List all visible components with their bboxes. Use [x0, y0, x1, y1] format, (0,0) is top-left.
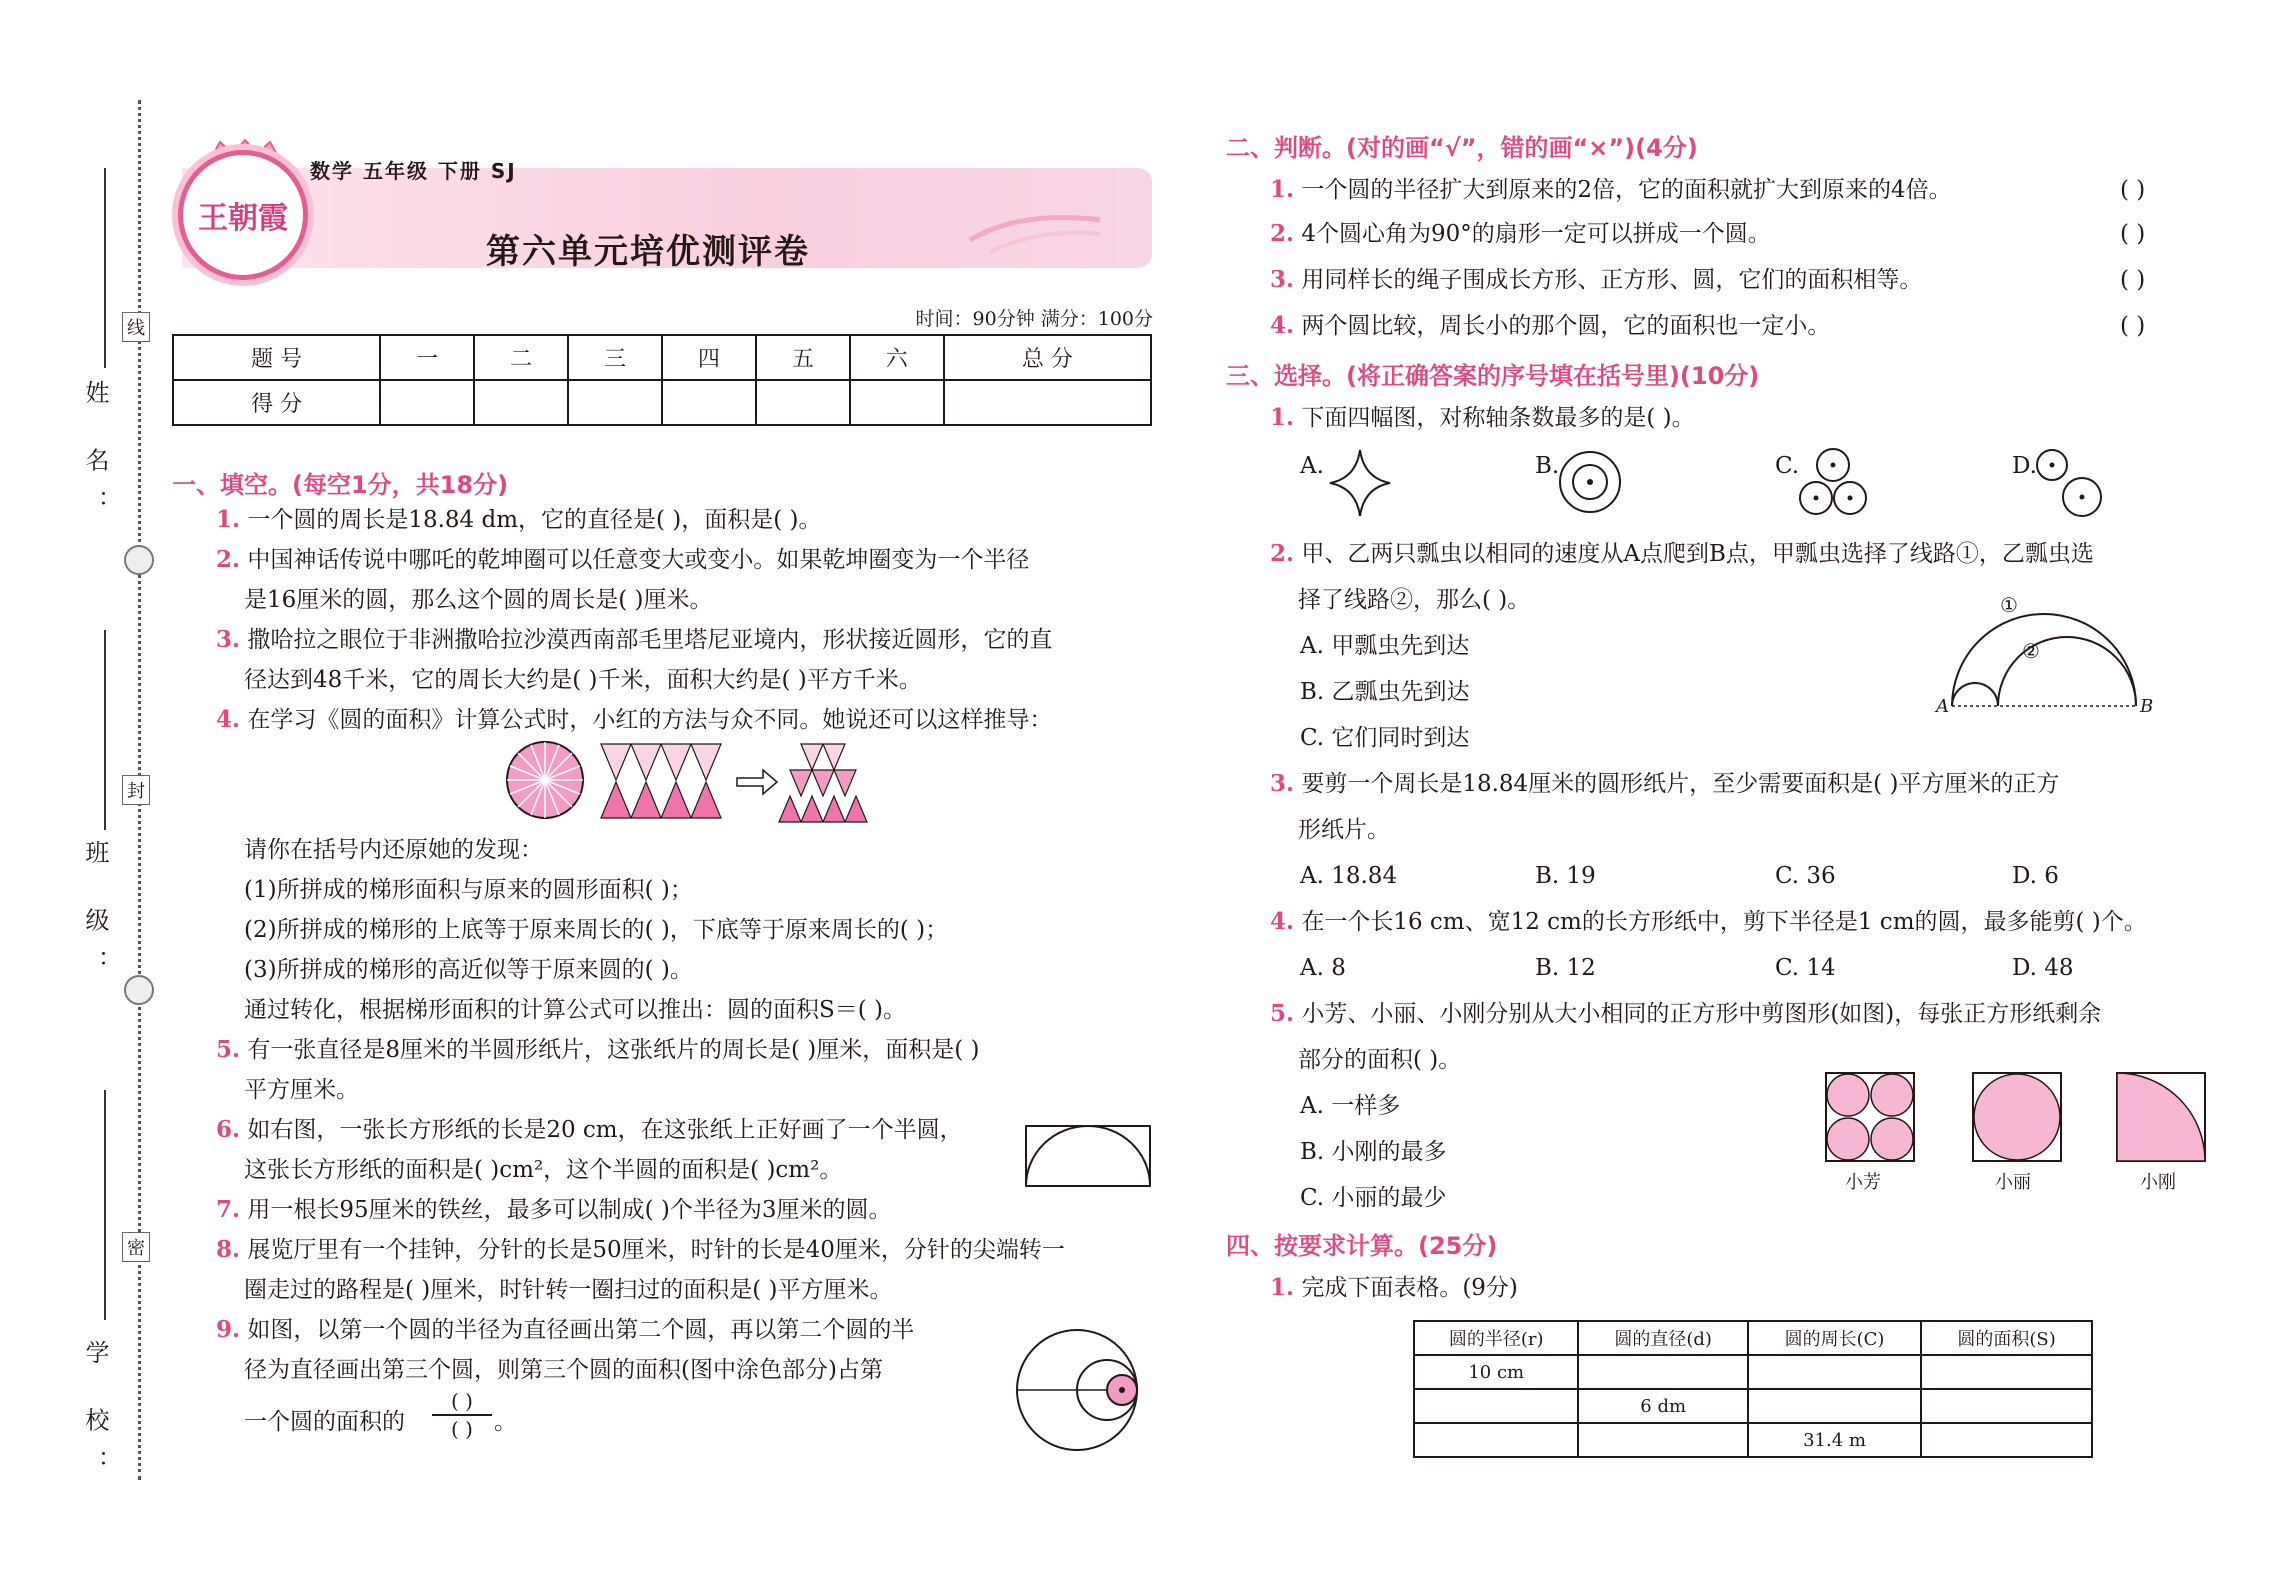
question-line [216, 706, 1052, 734]
subject-line: 数学 五年级 下册 SJ [310, 159, 517, 183]
question-text: 一个圆的面积的 [244, 1409, 405, 1435]
question-line [216, 506, 822, 534]
question-line [244, 1356, 883, 1384]
school-write-line [104, 1090, 106, 1320]
binding-hole [124, 975, 154, 1005]
question-line [1270, 176, 1952, 204]
answer-cell[interactable] [1578, 1423, 1747, 1457]
option-c[interactable]: C. 36 [1775, 863, 1836, 889]
question-text: (3)所拼成的梯形的高近似等于原来圆的( )。 [244, 957, 693, 983]
option-a[interactable]: A. 8 [1300, 955, 1346, 981]
question-line [1270, 1274, 1518, 1302]
question-line [216, 1316, 914, 1344]
table-cell: 总 分 [944, 335, 1151, 380]
option-a[interactable]: A. 18.84 [1300, 863, 1398, 889]
table-cell: 四 [662, 335, 756, 380]
rearranged-sectors [601, 744, 721, 818]
answer-cell[interactable] [1748, 1355, 1921, 1389]
four-point-star-figure [1328, 448, 1392, 518]
question-line [216, 1196, 892, 1224]
question-line [244, 1408, 405, 1436]
fraction-tail: 。 [494, 1409, 517, 1435]
option-label[interactable]: B. 乙瓢虫先到达 [1300, 679, 1470, 705]
question-text: 有一张直径是8厘米的半圆形纸片，这张纸片的周长是( )厘米，面积是( ) [247, 1037, 980, 1063]
question-number: 1. [1270, 1274, 1295, 1301]
trapezoid-shape [779, 744, 867, 822]
question-line [244, 586, 713, 614]
name-write-line [104, 168, 106, 368]
question-line [244, 956, 693, 984]
option-label[interactable]: A. 甲瓢虫先到达 [1300, 633, 1470, 659]
table-cell: 31.4 m [1748, 1423, 1921, 1457]
question-line [1270, 312, 1830, 340]
question-text: 两个圆比较，周长小的那个圆，它的面积也一定小。 [1301, 313, 1831, 339]
question-number: 4. [1270, 312, 1295, 339]
option-b[interactable]: B. 19 [1535, 863, 1596, 889]
three-circles-figure [1798, 448, 1868, 518]
school-label: 学 校： [81, 1340, 109, 1492]
table-cell: 五 [756, 335, 850, 380]
answer-cell[interactable] [1921, 1355, 2092, 1389]
question-line [244, 1076, 359, 1104]
two-circles-figure [2035, 448, 2105, 520]
fraction-numerator: ( ) [451, 1389, 473, 1413]
option-label[interactable]: C. 小丽的最少 [1300, 1185, 1447, 1211]
circle-calc-table [1413, 1320, 2093, 1458]
answer-cell[interactable] [1921, 1423, 2092, 1457]
question-text: 径达到48千米，它的周长大约是( )千米，面积大约是( )平方千米。 [244, 667, 922, 693]
question-number: 1. [1270, 176, 1295, 203]
ladybug-route-figure [1932, 593, 2162, 717]
question-line [244, 1156, 842, 1184]
question-line [244, 916, 948, 944]
question-text: 如图，以第一个圆的半径为直径画出第二个圆，再以第二个圆的半 [247, 1317, 915, 1343]
answer-cell[interactable] [1578, 1355, 1747, 1389]
table-cell: 一 [380, 335, 474, 380]
question-line [1270, 908, 2147, 936]
question-text: 径为直径画出第三个圆，则第三个圆的面积(图中涂色部分)占第 [244, 1357, 883, 1383]
table-cell: 三 [568, 335, 662, 380]
question-text: 通过转化，根据梯形面积的计算公式可以推出：圆的面积S＝( )。 [244, 997, 907, 1023]
question-text: 择了线路②，那么( )。 [1298, 587, 1531, 613]
score-input-cell[interactable] [474, 380, 568, 425]
question-number: 3. [1270, 770, 1295, 797]
question-line [1270, 540, 2094, 568]
arrow-icon [737, 770, 777, 794]
score-input-cell[interactable] [662, 380, 756, 425]
time-info: 时间：90分钟 满分：100分 [915, 308, 1153, 330]
question-text: 请你在括号内还原她的发现： [244, 837, 543, 863]
table-cell: 6 dm [1578, 1389, 1747, 1423]
class-label: 班 级： [81, 840, 109, 992]
option-a-label[interactable]: A. [1300, 453, 1324, 479]
section-choice-heading: 三、选择。(将正确答案的序号填在括号里)(10分) [1226, 362, 1760, 390]
table-cell: 二 [474, 335, 568, 380]
question-number: 1. [216, 506, 241, 533]
table-row [1414, 1355, 2092, 1389]
question-number: 5. [1270, 1000, 1295, 1027]
question-line [244, 1276, 893, 1304]
question-line [216, 1236, 1065, 1264]
option-c[interactable]: C. 14 [1775, 955, 1836, 981]
answer-paren[interactable]: ( ) [2120, 267, 2146, 293]
table-cell: 六 [850, 335, 944, 380]
nested-circles-figure [1012, 1325, 1142, 1455]
bind-char-line: 线 [122, 312, 150, 342]
question-number: 2. [1270, 540, 1295, 567]
score-input-cell[interactable] [380, 380, 474, 425]
option-label[interactable]: A. 一样多 [1300, 1093, 1401, 1119]
question-line [1270, 770, 2059, 798]
question-text: (2)所拼成的梯形的上底等于原来周长的( )，下底等于原来周长的( )； [244, 917, 949, 943]
question-text: 在一个长16 cm、宽12 cm的长方形纸中，剪下半径是1 cm的圆，最多能剪( )个。 [1301, 909, 2147, 935]
answer-paren[interactable]: ( ) [2120, 177, 2146, 203]
figure-caption: 小丽 [1995, 1172, 2031, 1193]
route-1-label: ① [2000, 593, 2018, 617]
question-text: 在学习《圆的面积》计算公式时，小红的方法与众不同。她说还可以这样推导： [247, 707, 1053, 733]
question-text: 平方厘米。 [244, 1077, 359, 1103]
question-text: 展览厅里有一个挂钟，分针的长是50厘米，时针的长是40厘米，分针的尖端转一 [247, 1237, 1065, 1263]
divided-circle [507, 742, 583, 818]
option-b-label[interactable]: B. [1535, 453, 1560, 479]
route-2-label: ② [2022, 639, 2040, 663]
question-number: 2. [216, 546, 241, 573]
answer-cell[interactable] [1921, 1389, 2092, 1423]
score-input-cell[interactable] [568, 380, 662, 425]
question-number: 9. [216, 1316, 241, 1343]
concentric-circles-figure [1558, 450, 1622, 514]
bind-char-seal: 封 [122, 775, 150, 805]
question-line [216, 626, 1052, 654]
option-b[interactable]: B. 12 [1535, 955, 1596, 981]
figure-caption: 小芳 [1845, 1172, 1881, 1193]
question-text: 甲、乙两只瓢虫以相同的速度从A点爬到B点，甲瓢虫选择了线路①，乙瓢虫选 [1301, 541, 2094, 567]
question-number: 5. [216, 1036, 241, 1063]
answer-cell[interactable] [1748, 1389, 1921, 1423]
question-text: 小芳、小丽、小刚分别从大小相同的正方形中剪图形(如图)，每张正方形纸剩余 [1301, 1001, 2102, 1027]
answer-cell[interactable] [1414, 1389, 1578, 1423]
table-header-cell: 圆的半径(r) [1414, 1321, 1578, 1355]
question-number: 1. [1270, 404, 1295, 431]
question-text: 用同样长的绳子围成长方形、正方形、圆，它们的面积相等。 [1301, 267, 1923, 293]
question-number: 4. [216, 706, 241, 733]
option-label[interactable]: B. 小刚的最多 [1300, 1139, 1447, 1165]
fraction-blank[interactable] [432, 1388, 492, 1442]
table-row [173, 380, 1151, 425]
semicircle-in-rectangle-figure [1025, 1125, 1151, 1187]
four-circles-square-figure [1825, 1072, 1915, 1162]
question-line [216, 1036, 979, 1064]
answer-paren[interactable]: ( ) [2120, 313, 2146, 339]
bind-char-secret: 密 [122, 1232, 150, 1262]
table-header-cell: 圆的直径(d) [1578, 1321, 1747, 1355]
point-a-label: A [1936, 696, 1949, 717]
question-text: 一个圆的周长是18.84 dm，它的直径是( )，面积是( )。 [247, 507, 822, 533]
table-row [1414, 1389, 2092, 1423]
question-text: 部分的面积( )。 [1298, 1047, 1462, 1073]
question-text: 完成下面表格。(9分) [1301, 1275, 1518, 1301]
quarter-circle-square-figure [2116, 1072, 2206, 1162]
question-text: 撒哈拉之眼位于非洲撒哈拉沙漠西南部毛里塔尼亚境内，形状接近圆形，它的直 [247, 627, 1053, 653]
section-judge-heading: 二、判断。(对的画“√”，错的画“×”)(4分) [1226, 134, 1698, 162]
question-text: 中国神话传说中哪吒的乾坤圈可以任意变大或变小。如果乾坤圈变为一个半径 [247, 547, 1030, 573]
question-line [1270, 220, 1771, 248]
question-text: (1)所拼成的梯形面积与原来的圆形面积( )； [244, 877, 693, 903]
score-input-cell[interactable] [850, 380, 944, 425]
question-line [1298, 586, 1530, 614]
question-number: 4. [1270, 908, 1295, 935]
question-number: 6. [216, 1116, 241, 1143]
banner-swirl-decoration [960, 200, 1110, 260]
page-title: 第六单元培优测评卷 [486, 232, 810, 272]
question-line [216, 546, 1029, 574]
table-cell: 10 cm [1414, 1355, 1578, 1389]
question-text: 一个圆的半径扩大到原来的2倍，它的面积就扩大到原来的4倍。 [1301, 177, 1952, 203]
question-text: 下面四幅图，对称轴条数最多的是( )。 [1301, 405, 1695, 431]
question-line [1298, 816, 1390, 844]
option-d[interactable]: D. 6 [2012, 863, 2059, 889]
score-input-cell[interactable] [756, 380, 850, 425]
name-label: 姓 名： [81, 380, 109, 532]
question-text: 这张长方形纸的面积是( )cm²，这个半圆的面积是( )cm²。 [244, 1157, 843, 1183]
question-number: 7. [216, 1196, 241, 1223]
score-table [172, 334, 1152, 426]
question-text: 4个圆心角为90°的扇形一定可以拼成一个圆。 [1301, 221, 1771, 247]
question-line [244, 836, 543, 864]
section-fill-blank-heading: 一、填空。(每空1分，共18分) [172, 471, 509, 499]
question-number: 3. [216, 626, 241, 653]
question-text: 用一根长95厘米的铁丝，最多可以制成( )个半径为3厘米的圆。 [247, 1197, 892, 1223]
option-d[interactable]: D. 48 [2012, 955, 2074, 981]
question-text: 是16厘米的圆，那么这个圆的周长是( )厘米。 [244, 587, 713, 613]
table-cell: 得 分 [173, 380, 380, 425]
brand-logo [178, 150, 308, 280]
option-c-label[interactable]: C. [1775, 453, 1800, 479]
question-line [1270, 404, 1695, 432]
question-line [244, 996, 906, 1024]
table-row [173, 335, 1151, 380]
table-cell: 题 号 [173, 335, 380, 380]
table-header-cell: 圆的周长(C) [1748, 1321, 1921, 1355]
table-row [1414, 1423, 2092, 1457]
question-text: 要剪一个周长是18.84厘米的圆形纸片，至少需要面积是( )平方厘米的正方 [1301, 771, 2060, 797]
question-number: 8. [216, 1236, 241, 1263]
question-line [244, 876, 693, 904]
question-text: 形纸片。 [1298, 817, 1390, 843]
inscribed-circle-square-figure [1972, 1072, 2062, 1162]
table-header-cell: 圆的面积(S) [1921, 1321, 2092, 1355]
question-text: 如右图，一张长方形纸的长是20 cm，在这张纸上正好画了一个半圆， [247, 1117, 963, 1143]
section-calc-heading: 四、按要求计算。(25分) [1226, 1232, 1498, 1260]
question-number: 2. [1270, 220, 1295, 247]
point-b-label: B [2140, 696, 2154, 717]
figure-caption: 小刚 [2140, 1172, 2176, 1193]
question-text: 圈走过的路程是( )厘米，时针转一圈扫过的面积是( )平方厘米。 [244, 1277, 893, 1303]
question-number: 3. [1270, 266, 1295, 293]
fraction-denominator: ( ) [432, 1414, 492, 1442]
question-line [216, 1116, 963, 1144]
score-input-cell[interactable] [944, 380, 1151, 425]
option-d-label[interactable]: D. [2012, 453, 2037, 479]
option-label[interactable]: C. 它们同时到达 [1300, 725, 1470, 751]
answer-cell[interactable] [1414, 1423, 1578, 1457]
binding-hole [124, 545, 154, 575]
question-line [244, 666, 922, 694]
question-line [1270, 1000, 2101, 1028]
question-line [1270, 266, 1922, 294]
answer-paren[interactable]: ( ) [2120, 221, 2146, 247]
circle-to-trapezoid-figure [505, 740, 875, 830]
question-line [1298, 1046, 1461, 1074]
logo-text: 王朝霞 [198, 201, 288, 236]
class-write-line [104, 630, 106, 830]
table-header-row [1414, 1321, 2092, 1355]
